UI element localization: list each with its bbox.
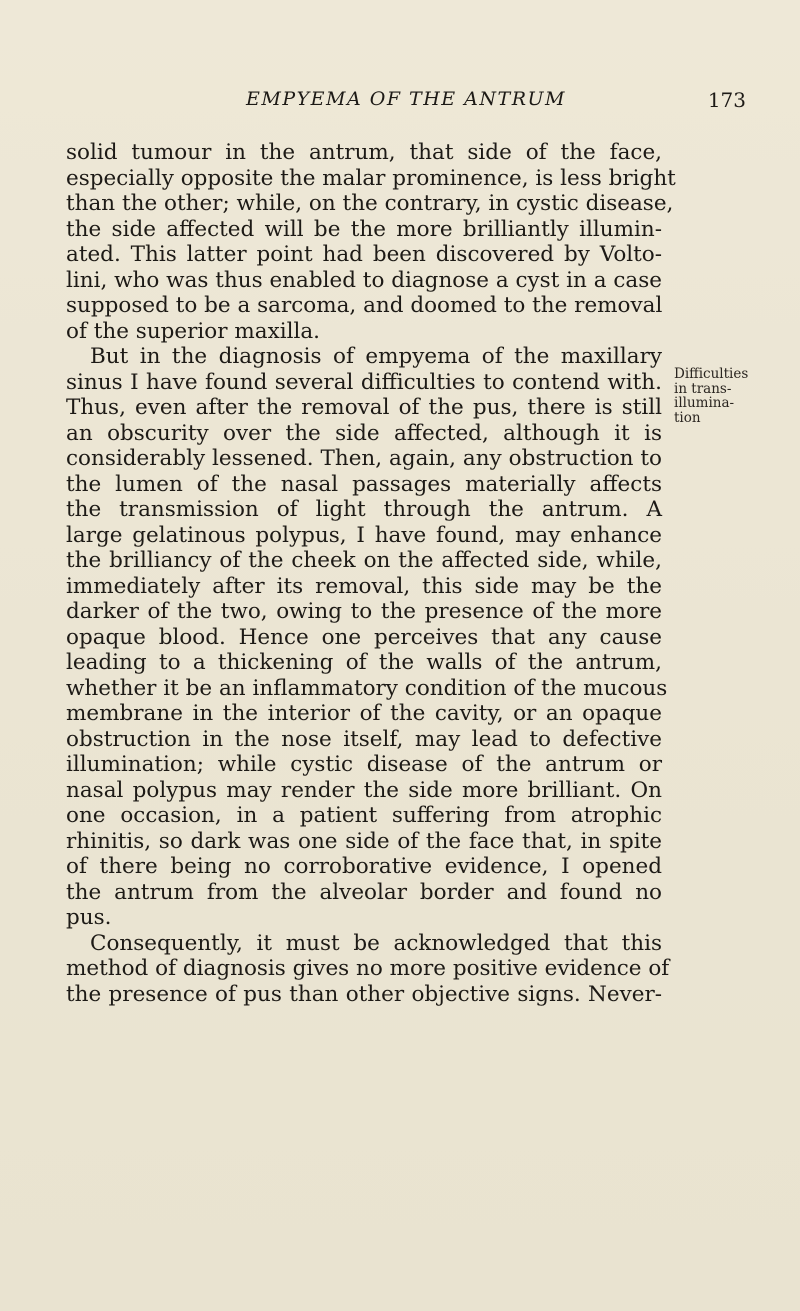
text-line: nasal polypus may render the side more brilliant. On [66,777,662,803]
text-line: opaque blood. Hence one perceives that any cause [66,624,662,650]
text-line: darker of the two, owing to the presence of the more [66,599,662,624]
text-line: an obscurity over the side affected, although it is [66,420,662,446]
text-line: the side affected will be the more brilliantly illumin- [66,216,662,242]
text-line: than the other; while, on the contrary, in cystic disease, [66,191,674,216]
text-line: the presence of pus than other objective signs. Never- [66,981,662,1007]
running-head: EMPYEMA OF THE ANTRUM [246,88,566,110]
text-line: method of diagnosis gives no more positive evidence of [66,956,670,981]
text-line: lini, who was thus enabled to diagnose a cyst in a case [66,267,663,293]
text-line: obstruction in the nose itself, may lead to defective [66,726,662,752]
text-line: leading to a thickening of the walls of the antrum, [66,650,662,675]
text-line: the lumen of the nasal passages materially affects [66,471,662,497]
text-line: especially opposite the malar prominence, is less bright [66,165,676,191]
text-line: the antrum from the alveolar border and found no [66,879,662,905]
text-line: ated. This latter point had been discovered by Volto- [66,242,662,267]
text-line: large gelatinous polypus, I have found, may enhance [66,522,662,548]
marginal-note-line: illumina- [674,395,735,411]
page-number: 173 [707,88,746,112]
text-line: considerably lessened. Then, again, any obstruction to [66,446,662,471]
text-line: supposed to be a sarcoma, and doomed to the removal [66,293,663,318]
text-line: whether it be an inflammatory condition of the mucous [66,675,668,701]
page-header [66,88,746,118]
text-line: the brilliancy of the cheek on the affected side, while, [66,548,662,573]
body-text [66,140,676,1007]
text-line: rhinitis, so dark was one side of the face that, in spite [66,828,662,854]
text-line: membrane in the interior of the cavity, or an opaque [66,701,662,726]
marginal-note [674,367,784,425]
text-line: But in the diagnosis of empyema of the maxillary [90,344,662,369]
text-line: one occasion, in a patient suffering from atrophic [66,803,662,828]
text-line: of there being no corroborative evidence, I opened [66,854,662,879]
marginal-note-line: Difficulties [674,366,749,382]
text-line: Thus, even after the removal of the pus, there is still [66,395,662,420]
text-line: illumination; while cystic disease of the antrum or [66,752,662,777]
text-line: the transmission of light through the antrum. A [66,497,662,522]
text-line: immediately after its removal, this side may be the [66,573,662,599]
text-line: solid tumour in the antrum, that side of the face, [66,140,662,165]
text-line: of the superior maxilla. [66,318,320,344]
marginal-note-line: tion [674,409,701,426]
text-line: pus. [66,905,112,930]
text-line: sinus I have found several difficulties to contend with. [66,369,662,395]
text-line: Consequently, it must be acknowledged that this [90,930,662,956]
marginal-note-line: in trans- [674,380,732,397]
